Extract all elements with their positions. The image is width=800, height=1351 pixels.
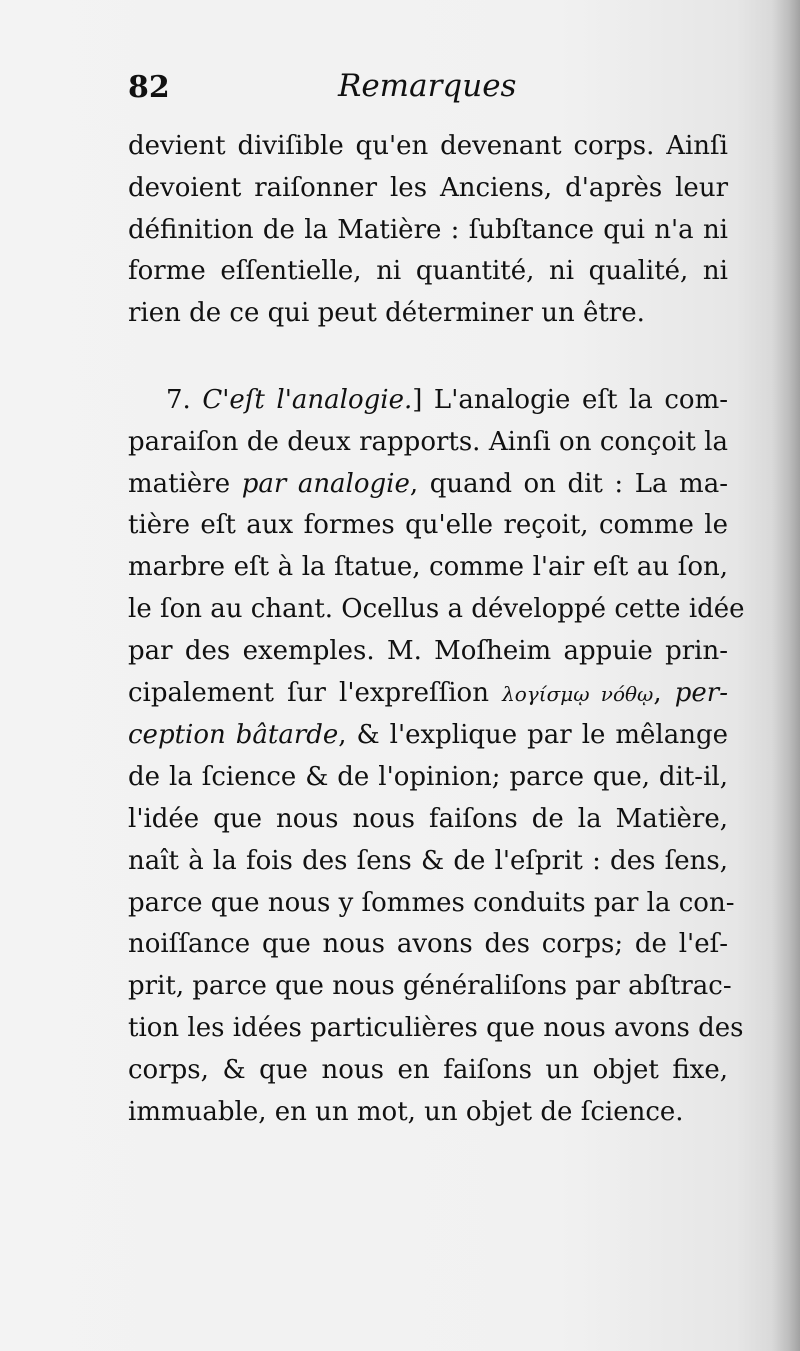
italic-phrase: per- bbox=[674, 677, 728, 708]
text-line: prit, parce que nous généraliſons par abſtrac- bbox=[128, 971, 732, 1002]
text-line: marbre eſt à la ſtatue, comme l'air eſt au ſon, bbox=[128, 552, 728, 583]
text-segment: , quand on dit : La ma- bbox=[409, 468, 729, 499]
text-segment: cipalement ſur l'expreſſion bbox=[128, 677, 503, 708]
paragraph-gap bbox=[128, 335, 728, 380]
text-line: tion les idées particulières que nous avons des bbox=[128, 1012, 744, 1043]
text-line: tière eſt aux formes qu'elle reçoit, comme le bbox=[128, 510, 728, 541]
note-lemma: C'eſt l'analogie. bbox=[202, 384, 413, 415]
greek-phrase: λογίσμῳ νόθῳ bbox=[502, 681, 654, 706]
text-line: devoient raiſonner les Anciens, d'après leur bbox=[128, 172, 728, 203]
text-segment: , bbox=[653, 677, 675, 708]
text-line bbox=[128, 673, 728, 716]
text-line: devient diviſible qu'en devenant corps. Ainſi bbox=[128, 131, 728, 161]
text-line: noiſſance que nous avons des corps; de l'eſ- bbox=[128, 929, 728, 960]
text-line: par des exemples. M. Moſheim appuie prin- bbox=[128, 635, 728, 666]
text-line: rien de ce qui peut déterminer un être. bbox=[128, 298, 645, 329]
text-segment: , & l'explique par le mêlange bbox=[338, 720, 728, 751]
page-header bbox=[128, 62, 728, 112]
italic-phrase: ception bâtarde bbox=[128, 720, 339, 751]
text-line: forme eſſentielle, ni quantité, ni qualité, ni bbox=[128, 256, 728, 287]
text-line: corps, & que nous en faiſons un objet fixe, bbox=[128, 1054, 728, 1085]
italic-phrase: par analogie bbox=[241, 468, 410, 499]
text-line: parce que nous y ſommes conduits par la con- bbox=[128, 887, 735, 918]
text-line: de la ſcience & de l'opinion; parce que, dit-il, bbox=[128, 762, 728, 793]
page-number: 82 bbox=[128, 70, 170, 105]
text-line: l'idée que nous nous faiſons de la Matière, bbox=[128, 803, 728, 834]
text-line bbox=[128, 464, 728, 506]
text-segment: matière bbox=[128, 468, 242, 499]
text-line: naît à la fois des ſens & de l'eſprit : des ſens, bbox=[128, 845, 728, 876]
body-text bbox=[128, 126, 745, 1133]
text-line: paraiſon de deux rapports. Ainſi on conçoit la bbox=[128, 426, 728, 457]
running-title: Remarques bbox=[338, 68, 517, 104]
page-edge-shadow bbox=[772, 0, 800, 1351]
text-segment: ] L'analogie eſt la com- bbox=[412, 384, 729, 415]
note-number: 7. bbox=[166, 384, 191, 415]
note-heading-line bbox=[128, 380, 728, 422]
text-line: définition de la Matière : ſubſtance qui n'a ni bbox=[128, 214, 728, 245]
text-line: immuable, en un mot, un objet de ſcience. bbox=[128, 1096, 684, 1127]
text-line: le ſon au chant. Ocellus a développé cette idée bbox=[128, 593, 745, 624]
text-line bbox=[128, 715, 728, 757]
